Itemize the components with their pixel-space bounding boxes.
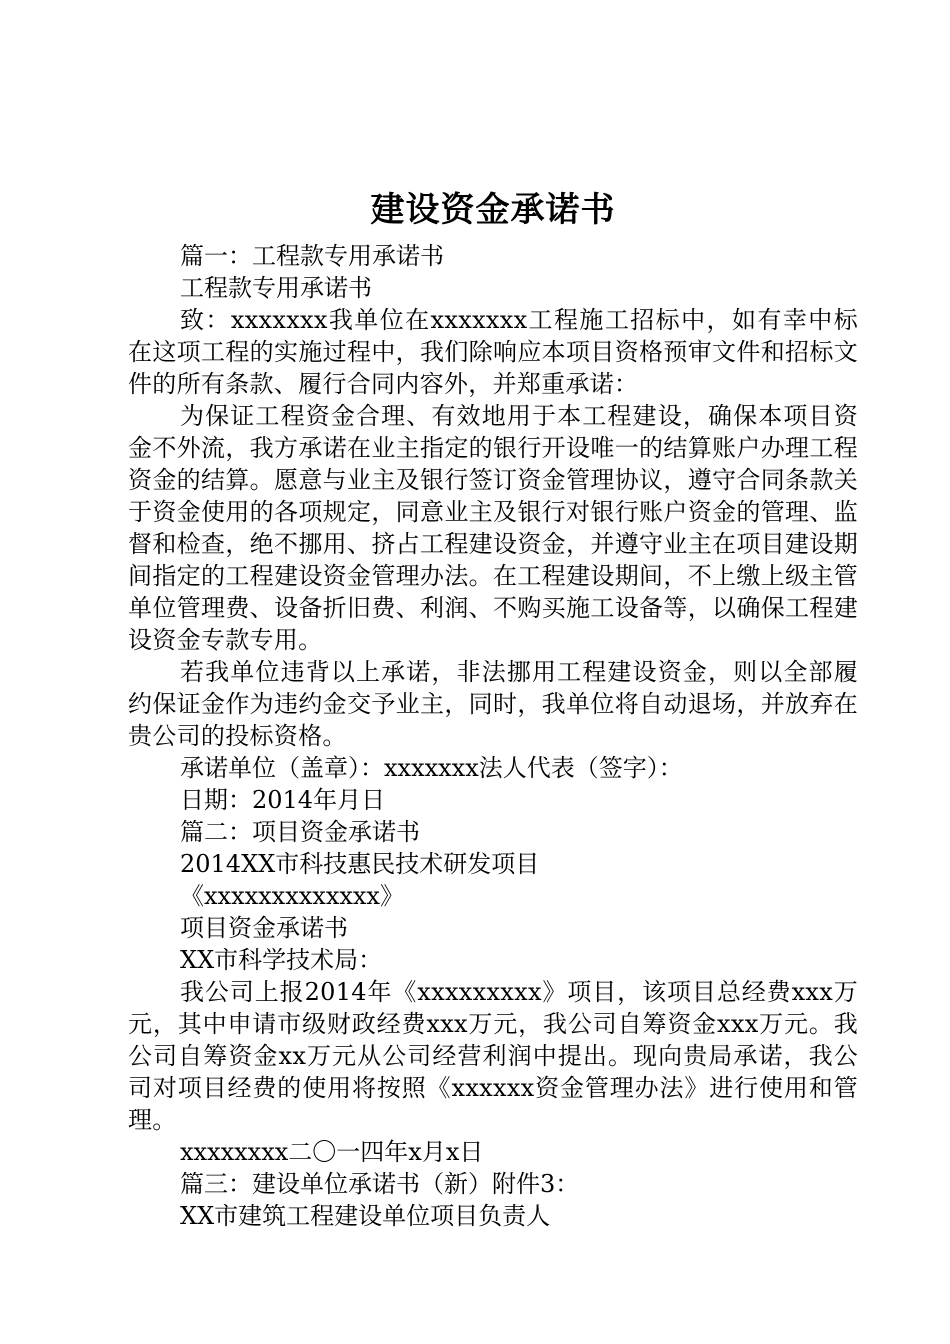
signature-line: 承诺单位（盖章）：xxxxxxx法人代表（签字）： — [180, 754, 683, 782]
subtitle-3: XX市建筑工程建设单位项目负责人 — [180, 1202, 551, 1230]
addressee-line: XX市科学技术局： — [180, 946, 383, 974]
document-title: 建设资金承诺书 — [370, 190, 616, 230]
project-name-line: 《xxxxxxxxxxxxx》 — [180, 882, 404, 910]
date-line: 日期：2014年月日 — [180, 786, 386, 814]
document-page — [128, 180, 858, 1232]
subtitle-2: 项目资金承诺书 — [180, 914, 348, 942]
date-line-2: xxxxxxxx二〇一四年x月x日 — [180, 1138, 484, 1166]
paragraph-2: 为保证工程资金合理、有效地用于本工程建设，确保本项目资金不外流，我方承诺在业主指定的银行开设唯一的结算账户办理工程资金的结算。愿意与业主及银行签订资金管理协议，遵守合同条款关于资金使用的各项规定，同意业主及银行对银行账户资金的管理、监督和检查，绝不挪用、挤占工程建设资金，并遵守业主在项目建设期间指定的工程建设资金管理办法。在工程建设期间，不上缴上级主管单位管理费、设备折旧费、利润、不购买施工设备等，以确保工程建设资金专款专用。 — [128, 402, 858, 654]
project-line: 2014XX市科技惠民技术研发项目 — [180, 850, 540, 878]
section-heading-2: 篇二：项目资金承诺书 — [180, 818, 420, 846]
subtitle-1: 工程款专用承诺书 — [180, 274, 372, 302]
paragraph-1: 致：xxxxxxx我单位在xxxxxxx工程施工招标中，如有幸中标在这项工程的实施过程中，我们除响应本项目资格预审文件和招标文件的所有条款、履行合同内容外，并郑重承诺： — [128, 306, 858, 398]
section-heading-1: 篇一：工程款专用承诺书 — [180, 242, 444, 270]
paragraph-3: 若我单位违背以上承诺，非法挪用工程建设资金，则以全部履约保证金作为违约金交予业主，同时，我单位将自动退场，并放弃在贵公司的投标资格。 — [128, 658, 858, 750]
paragraph-4: 我公司上报2014年《xxxxxxxxx》项目，该项目总经费xxx万元，其中申请市级财政经费xxx万元，我公司自筹资金xxx万元。我公司自筹资金xx万元从公司经营利润中提出。现向贵局承诺，我公司对项目经费的使用将按照《xxxxxx资金管理办法》进行使用和管理。 — [128, 978, 858, 1134]
section-heading-3: 篇三：建设单位承诺书（新）附件3： — [180, 1170, 580, 1198]
